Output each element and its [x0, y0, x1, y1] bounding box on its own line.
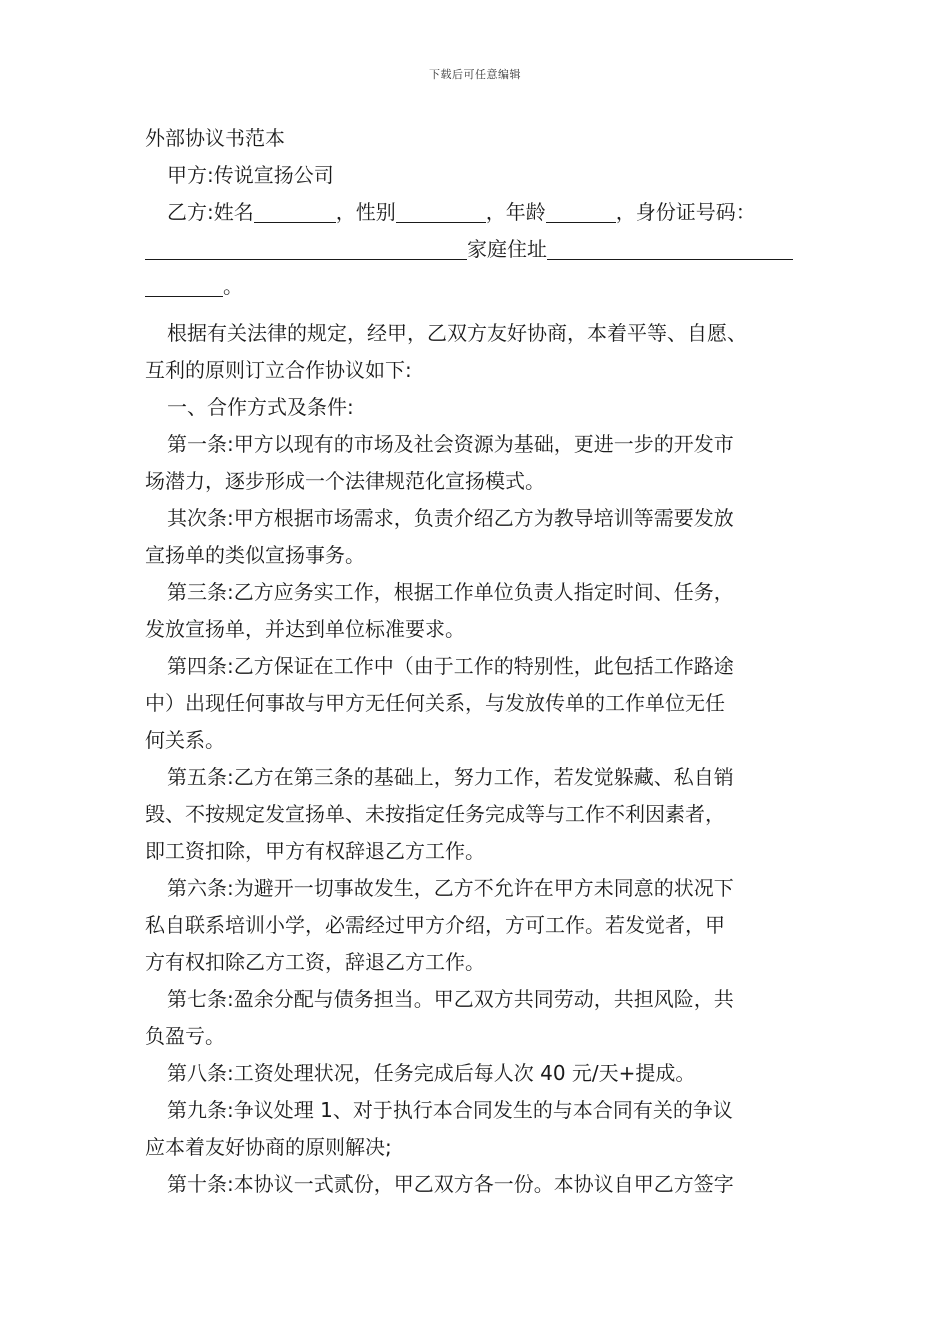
article-2 [145, 500, 810, 574]
id-label: ，身份证号码： [615, 200, 756, 224]
sex-blank[interactable] [396, 200, 486, 223]
age-label: ，年龄 [485, 200, 546, 224]
article-5 [145, 759, 810, 870]
paragraph-line: 中）出现任何事故与甲方无任何关系，与发放传单的工作单位无任 [145, 691, 725, 715]
party-a-line: 甲方:传说宣扬公司 [167, 163, 334, 187]
age-blank[interactable] [546, 200, 616, 223]
article-1 [145, 426, 810, 500]
paragraph-line: 方有权扣除乙方工资，辞退乙方工作。 [145, 950, 485, 974]
address-blank[interactable] [547, 237, 793, 260]
party-b-name-label: 乙方:姓名 [167, 200, 254, 224]
paragraph-line: 应本着友好协商的原则解决; [145, 1135, 392, 1159]
intro-paragraph [145, 315, 810, 389]
section-heading: 一、合作方式及条件: [167, 395, 354, 419]
id-address-line [145, 231, 810, 268]
paragraph-line: 第三条:乙方应务实工作，根据工作单位负责人指定时间、任务， [167, 580, 734, 604]
article-4 [145, 648, 810, 759]
article-10: 第十条:本协议一式贰份，甲乙双方各一份。本协议自甲乙方签字 [167, 1172, 734, 1196]
paragraph-line: 场潜力，逐步形成一个法律规范化宣扬模式。 [145, 469, 545, 493]
article-3 [145, 574, 810, 648]
sex-label: ，性别 [335, 200, 396, 224]
paragraph-line: 负盈亏。 [145, 1024, 225, 1048]
paragraph-line: 即工资扣除，甲方有权辞退乙方工作。 [145, 839, 485, 863]
address-tail-line [145, 268, 810, 305]
name-blank[interactable] [254, 200, 336, 223]
paragraph-line: 第四条:乙方保证在工作中（由于工作的特别性，此包括工作路途 [167, 654, 734, 678]
paragraph-line: 根据有关法律的规定，经甲，乙双方友好协商，本着平等、自愿、 [167, 321, 747, 345]
paragraph-line: 第一条:甲方以现有的市场及社会资源为基础，更进一步的开发市 [167, 432, 734, 456]
article-6 [145, 870, 810, 981]
paragraph-line: 第五条:乙方在第三条的基础上，努力工作，若发觉躲藏、私自销 [167, 765, 734, 789]
paragraph-line: 第六条:为避开一切事故发生，乙方不允许在甲方未同意的状况下 [167, 876, 734, 900]
paragraph-line: 第七条:盈余分配与债务担当。甲乙双方共同劳动，共担风险，共 [167, 987, 734, 1011]
document-title: 外部协议书范本 [145, 126, 285, 150]
article-9 [145, 1092, 810, 1166]
address-end-mark: 。 [223, 274, 243, 298]
paragraph-line: 何关系。 [145, 728, 225, 752]
paragraph-line: 互利的原则订立合作协议如下: [145, 358, 412, 382]
paragraph-line: 其次条:甲方根据市场需求，负责介绍乙方为教导培训等需要发放 [167, 506, 734, 530]
article-7 [145, 981, 810, 1055]
address-label: 家庭住址 [467, 237, 547, 261]
address-blank-continued[interactable] [145, 274, 223, 297]
paragraph-line: 毁、不按规定发宣扬单、未按指定任务完成等与工作不利因素者， [145, 802, 725, 826]
party-b-line [145, 194, 810, 231]
header-note: 下载后可任意编辑 [429, 68, 521, 81]
paragraph-line: 发放宣扬单，并达到单位标准要求。 [145, 617, 465, 641]
article-8: 第八条:工资处理状况，任务完成后每人次 40 元/天+提成。 [167, 1061, 696, 1085]
paragraph-line: 私自联系培训小学，必需经过甲方介绍，方可工作。若发觉者，甲 [145, 913, 725, 937]
document-body [145, 120, 810, 1203]
paragraph-line: 宣扬单的类似宣扬事务。 [145, 543, 365, 567]
id-number-blank[interactable] [145, 237, 467, 260]
paragraph-line: 第九条:争议处理 1、对于执行本合同发生的与本合同有关的争议 [167, 1098, 733, 1122]
